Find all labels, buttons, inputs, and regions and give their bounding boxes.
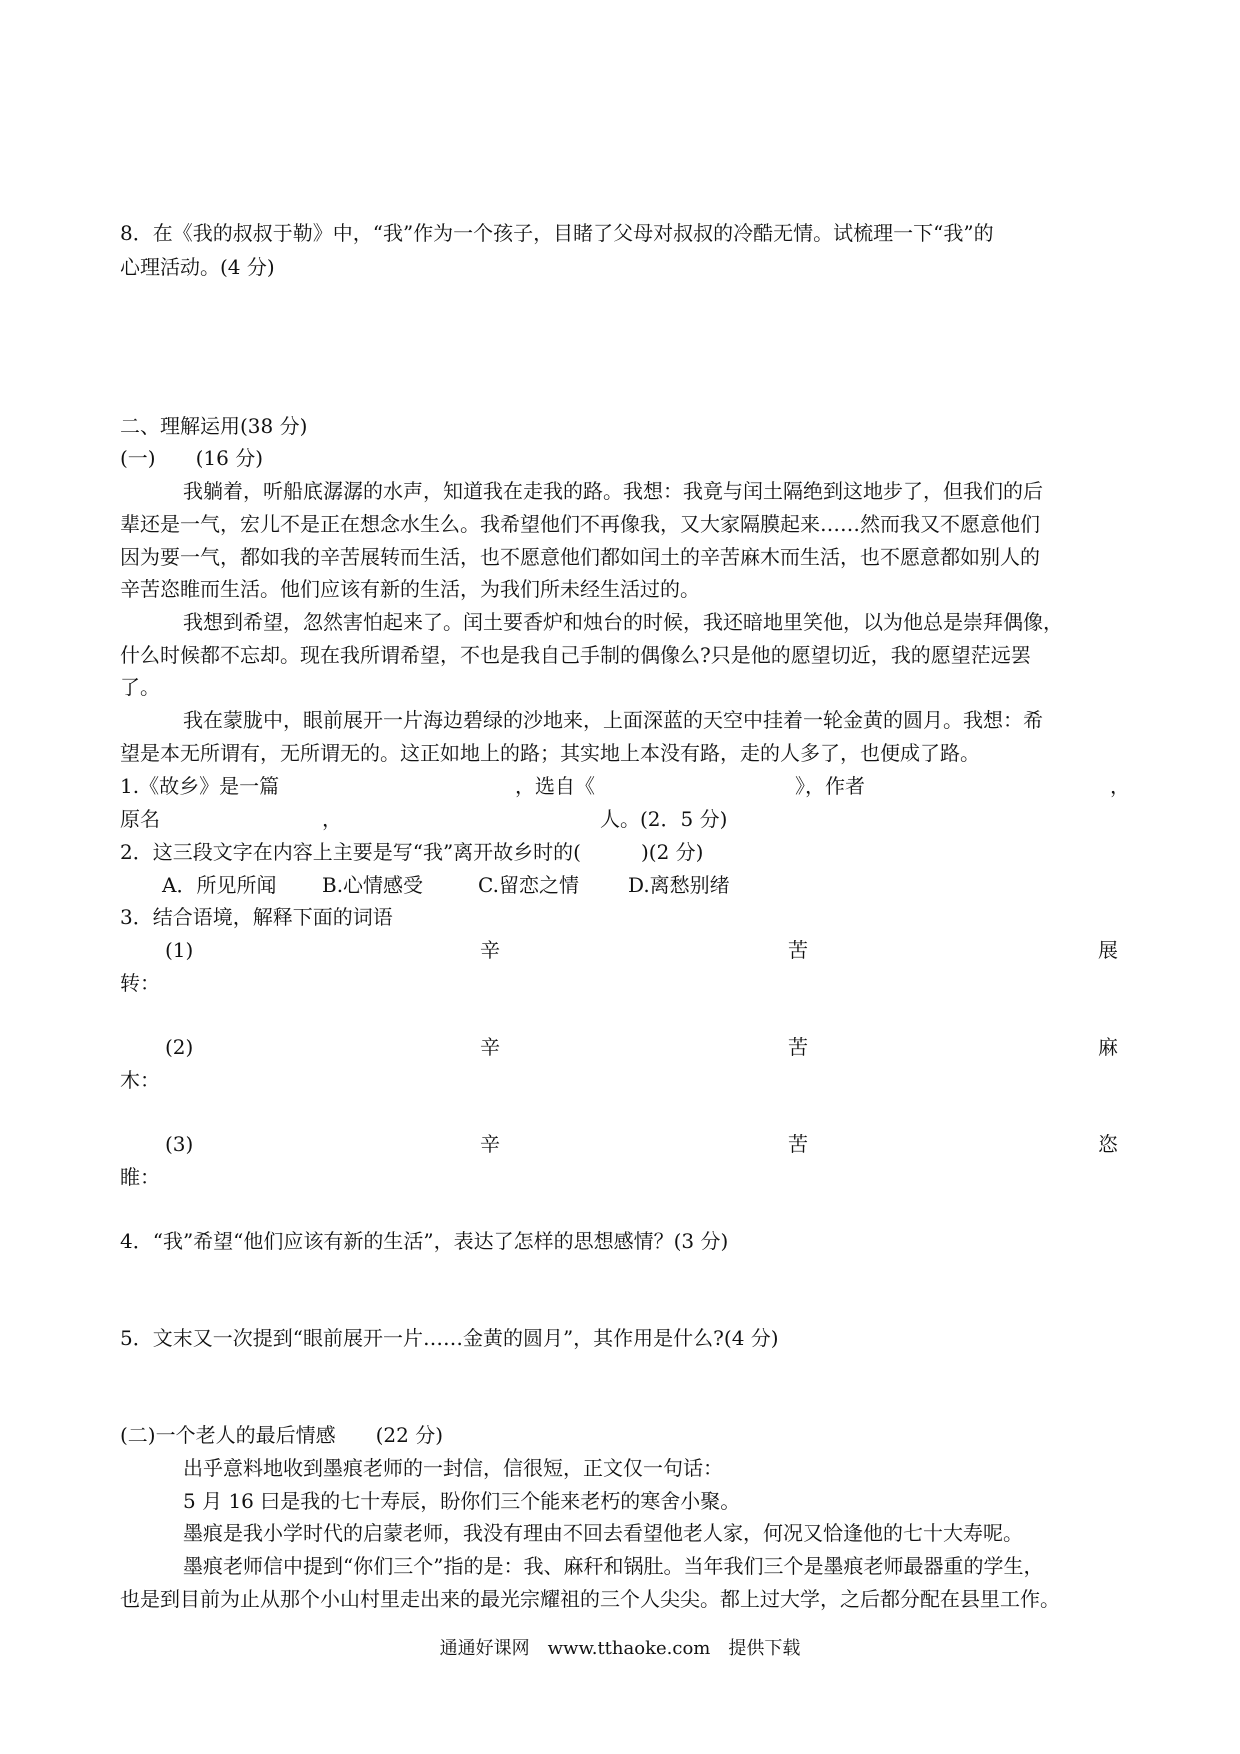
q1-part-f: ， — [322, 807, 342, 831]
passage-line: 我在蒙胧中，眼前展开一片海边碧绿的沙地来，上面深蓝的天空中挂着一轮金黄的圆月。我想：希 — [183, 708, 1043, 732]
q3-item-number: (2) — [165, 1035, 194, 1059]
part2-line: 5 月 16 曰是我的七十寿辰，盼你们三个能来老朽的寒舍小聚。 — [183, 1489, 741, 1513]
q8-line-2: 心理活动。(4 分) — [120, 255, 275, 279]
q2-option-d: D.离愁别绪 — [628, 873, 730, 897]
q3-item-char: 麻 — [1098, 1035, 1118, 1059]
part2-line: 墨痕老师信中提到“你们三个”指的是：我、麻秆和锅肚。当年我们三个是墨痕老师最器重的学生， — [183, 1554, 1044, 1578]
q1-part-g: 人。(2．5 分) — [600, 807, 728, 831]
passage-line: 我想到希望，忽然害怕起来了。闰土要香炉和烛台的时候，我还暗地里笑他，以为他总是崇拜偶像， — [183, 610, 1063, 634]
q3-item-char: 恣 — [1098, 1132, 1118, 1156]
q2-option-a: A．所见所闻 — [162, 873, 277, 897]
q3-item-char: 辛 — [480, 938, 500, 962]
part2-heading: (二)一个老人的最后情感 (22 分) — [120, 1423, 444, 1447]
part1-heading: (一) (16 分) — [120, 446, 264, 470]
q3-item-number: (1) — [165, 938, 194, 962]
q1-part-a: 1.《故乡》是一篇 — [120, 774, 280, 798]
q3-item-tail: 睢： — [120, 1165, 160, 1189]
q4: 4．“我”希望“他们应该有新的生活”，表达了怎样的思想感情？(3 分) — [120, 1229, 729, 1253]
part2-line: 也是到目前为止从那个小山村里走出来的最光宗耀祖的三个人尖尖。都上过大学，之后都分配在县里工作。 — [120, 1587, 1060, 1611]
q3-item-char: 苦 — [788, 1035, 808, 1059]
q5: 5．文末又一次提到“眼前展开一片……金黄的圆月”，其作用是什么?(4 分) — [120, 1326, 779, 1350]
section-heading: 二、理解运用(38 分) — [120, 414, 308, 438]
q2-option-c: C.留恋之情 — [478, 873, 579, 897]
q1-part-b: ，选自《 — [515, 774, 595, 798]
q2-stem: 2．这三段文字在内容上主要是写“我”离开故乡时的( )(2 分) — [120, 840, 704, 864]
passage-line: 望是本无所谓有，无所谓无的。这正如地上的路；其实地上本没有路，走的人多了，也便成了路。 — [120, 741, 980, 765]
q3-item-char: 苦 — [788, 938, 808, 962]
passage-line: 辈还是一气，宏儿不是正在想念水生么。我希望他们不再像我，又大家隔膜起来……然而我又不愿意他们 — [120, 512, 1040, 536]
q3-item-tail: 转： — [120, 971, 160, 995]
q1-part-d: ， — [1110, 774, 1130, 798]
page-footer: 通通好课网 www.tthaoke.com 提供下载 — [439, 1638, 801, 1659]
q3-item-char: 辛 — [480, 1132, 500, 1156]
q2-option-b: B.心情感受 — [322, 873, 424, 897]
q1-part-e: 原名 — [120, 807, 160, 831]
passage-line: 了。 — [120, 675, 160, 699]
q8-line-1: 8．在《我的叔叔于勒》中，“我”作为一个孩子，目睹了父母对叔叔的冷酷无情。试梳理一下“我”的 — [120, 221, 994, 245]
passage-line: 因为要一气，都如我的辛苦展转而生活，也不愿意他们都如闰土的辛苦麻木而生活，也不愿意都如别人的 — [120, 545, 1040, 569]
q1-part-c: 》，作者 — [795, 774, 865, 798]
q3-item-char: 展 — [1098, 938, 1118, 962]
part2-line: 出乎意料地收到墨痕老师的一封信，信很短，正文仅一句话： — [183, 1456, 723, 1480]
q3-item-char: 辛 — [480, 1035, 500, 1059]
passage-line: 什么时候都不忘却。现在我所谓希望，不也是我自己手制的偶像么?只是他的愿望切近，我的愿望茫远罢 — [120, 643, 1031, 667]
part2-line: 墨痕是我小学时代的启蒙老师，我没有理由不回去看望他老人家，何况又恰逢他的七十大寿呢。 — [183, 1521, 1023, 1545]
q3-item-tail: 木： — [120, 1068, 160, 1092]
q3-item-char: 苦 — [788, 1132, 808, 1156]
passage-line: 辛苦恣睢而生活。他们应该有新的生活，为我们所未经生活过的。 — [120, 577, 700, 601]
passage-line: 我躺着，听船底潺潺的水声，知道我在走我的路。我想：我竟与闰土隔绝到这地步了，但我们的后 — [183, 479, 1043, 503]
q3-stem: 3．结合语境，解释下面的词语 — [120, 905, 393, 929]
q3-item-number: (3) — [165, 1132, 194, 1156]
